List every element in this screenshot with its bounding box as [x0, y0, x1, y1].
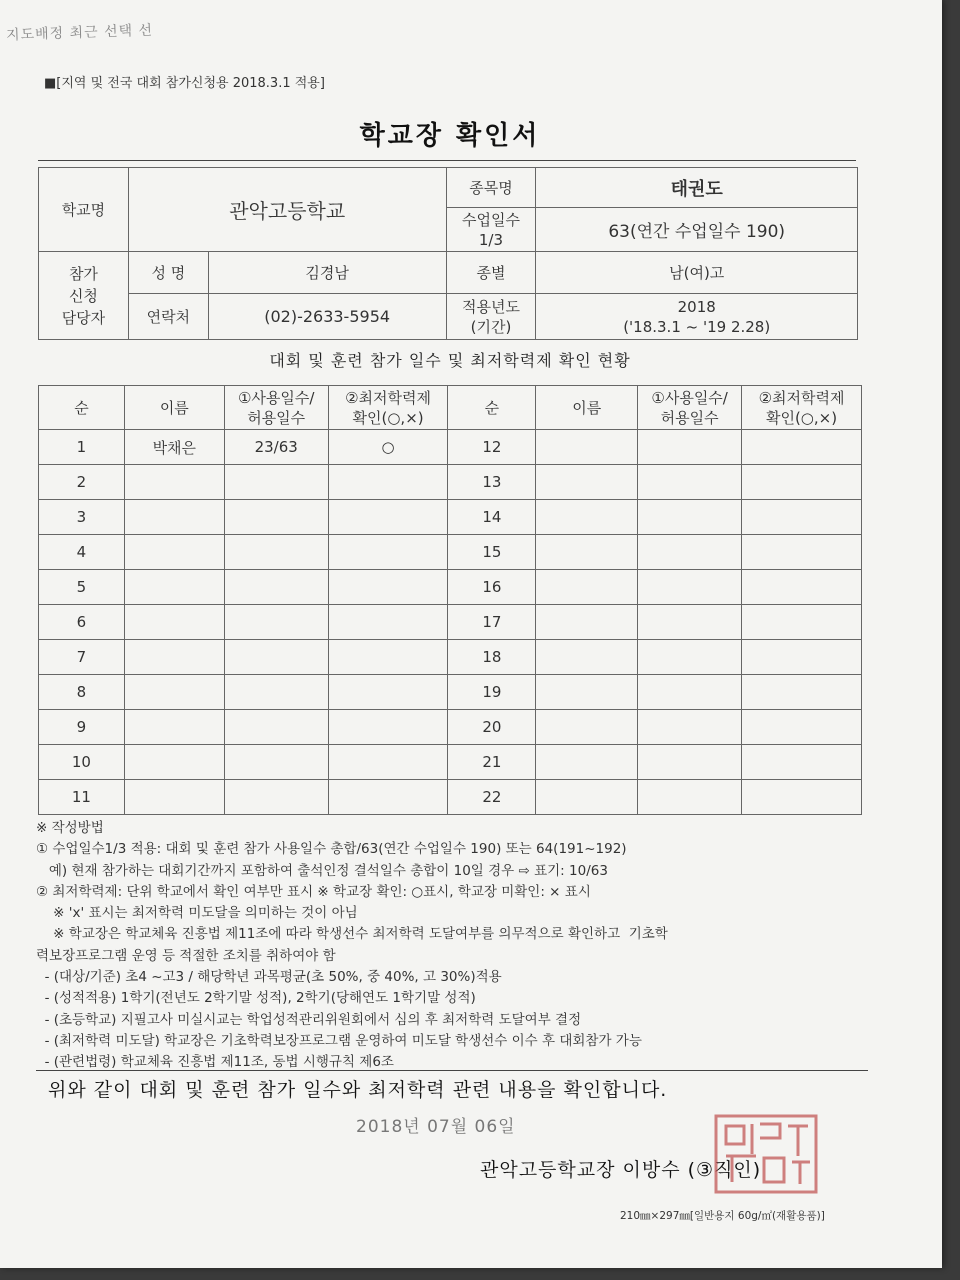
row-name [536, 675, 638, 710]
applicant-label-line1: 참가 [68, 264, 98, 283]
row-min-check [328, 570, 448, 605]
row-no: 7 [39, 640, 125, 675]
row-days [638, 570, 742, 605]
row-min-check [742, 570, 862, 605]
col-days-left-line1: ①사용일수/ [237, 388, 315, 407]
confirm-divider [36, 1070, 868, 1071]
row-no: 20 [448, 710, 536, 745]
col-no-left: 순 [39, 386, 125, 430]
row-days [638, 780, 742, 815]
class-days-label-line2: 1/3 [478, 230, 504, 249]
row-days [638, 535, 742, 570]
official-seal-icon [712, 1112, 820, 1196]
col-min-left [328, 386, 448, 430]
instruction-line: - (성적적용) 1학기(전년도 2학기말 성적), 2학기(당해연도 1학기말 성적) [36, 990, 476, 1007]
form-note: ■[지역 및 전국 대회 참가신청용 2018.3.1 적용] [44, 76, 325, 91]
type-label: 종별 [446, 252, 536, 294]
row-no: 18 [448, 640, 536, 675]
row-days [638, 745, 742, 780]
col-min-left-line1: ②최저학력제 [345, 388, 431, 407]
row-min-check [742, 640, 862, 675]
class-days-value: 63(연간 수업일수 190) [536, 208, 858, 252]
row-name [124, 710, 224, 745]
row-min-check [742, 780, 862, 815]
row-no: 16 [448, 570, 536, 605]
row-min-check [328, 780, 448, 815]
row-days [224, 465, 328, 500]
row-name [124, 780, 224, 815]
row-min-check [742, 535, 862, 570]
paper-spec: 210㎜×297㎜[일반용지 60g/㎡(재활용품)] [620, 1210, 825, 1222]
table-row [39, 605, 862, 640]
row-no: 5 [39, 570, 125, 605]
col-no-right: 순 [448, 386, 536, 430]
instruction-line: ② 최저학력제: 단위 학교에서 확인 여부만 표시 ※ 학교장 확인: ○표시, 학교장 미확인: × 표시 [36, 883, 591, 900]
instruction-line: - (초등학교) 지필고사 미실시교는 학업성적관리위원회에서 심의 후 최저학력 도달여부 결정 [36, 1011, 582, 1028]
row-name [124, 535, 224, 570]
table-row [39, 640, 862, 675]
row-name [124, 675, 224, 710]
row-name [536, 780, 638, 815]
col-min-left-line2: 확인(○,×) [352, 408, 424, 427]
row-min-check [742, 430, 862, 465]
row-days [224, 570, 328, 605]
row-min-check [328, 710, 448, 745]
col-days-right-line2: 허용일수 [660, 408, 719, 427]
instruction-line: - (관련법령) 학교체육 진흥법 제11조, 동법 시행규칙 제6조 [36, 1054, 394, 1071]
contact-value: (02)-2633-5954 [208, 294, 446, 340]
row-days [224, 745, 328, 780]
row-min-check [742, 710, 862, 745]
row-name [536, 605, 638, 640]
row-days [224, 780, 328, 815]
year-label-line2: (기간) [470, 317, 512, 336]
col-days-left [224, 386, 328, 430]
row-min-check [742, 745, 862, 780]
section-title: 대회 및 훈련 참가 일수 및 최저학력제 확인 현황 [269, 351, 631, 370]
row-min-check [742, 465, 862, 500]
row-name [536, 430, 638, 465]
row-no: 6 [39, 605, 125, 640]
instruction-line: ① 수업일수1/3 적용: 대회 및 훈련 참가 사용일수 총합/63(연간 수업일수 190) 또는 64(191~192) [36, 841, 627, 858]
class-days-label-line1: 수업일수 [461, 210, 520, 229]
header-table [38, 167, 858, 340]
row-min-check: ○ [328, 430, 448, 465]
document-title: 학교장 확인서 [359, 121, 541, 151]
row-days [638, 500, 742, 535]
instruction-line: ※ 학교장은 학교체육 진흥법 제11조에 따라 학생선수 최저학력 도달여부를 의무적으로 확인하고 기초학 [36, 926, 668, 943]
name-label: 성 명 [128, 252, 208, 294]
name-value: 김경남 [208, 252, 446, 294]
table-row [39, 780, 862, 815]
row-min-check [742, 605, 862, 640]
row-days [224, 710, 328, 745]
year-value [536, 294, 858, 340]
row-no: 14 [448, 500, 536, 535]
event-label: 종목명 [446, 168, 536, 208]
row-no: 1 [39, 430, 125, 465]
row-min-check [328, 535, 448, 570]
instruction-line: - (대상/기준) 초4 ~고3 / 해당학년 과목평균(초 50%, 중 40%, 고 30%)적용 [36, 969, 502, 986]
handwritten-note: 지도배정 최근 선택 선 [5, 22, 154, 44]
row-no: 13 [448, 465, 536, 500]
row-days [224, 500, 328, 535]
row-no: 19 [448, 675, 536, 710]
row-days [638, 430, 742, 465]
row-min-check [328, 500, 448, 535]
row-days [224, 535, 328, 570]
row-no: 11 [39, 780, 125, 815]
table-row [39, 465, 862, 500]
col-days-left-line2: 허용일수 [247, 408, 306, 427]
row-name [124, 745, 224, 780]
row-no: 15 [448, 535, 536, 570]
table-row [39, 430, 862, 465]
table-row [39, 675, 862, 710]
row-name [124, 570, 224, 605]
table-row [39, 745, 862, 780]
col-min-right [742, 386, 862, 430]
row-no: 8 [39, 675, 125, 710]
row-days [224, 640, 328, 675]
row-days: 23/63 [224, 430, 328, 465]
row-no: 12 [448, 430, 536, 465]
col-min-right-line1: ②최저학력제 [758, 388, 845, 407]
principal-signature-line: 관악고등학교장 이방수 (③직인) [480, 1159, 762, 1181]
table-row [39, 500, 862, 535]
instruction-line: - (최저학력 미도달) 학교장은 기초학력보장프로그램 운영하여 미도달 학생선수 이수 후 대회참가 가능 [36, 1032, 642, 1049]
table-row [39, 535, 862, 570]
row-min-check [328, 745, 448, 780]
row-no: 3 [39, 500, 125, 535]
class-days-label [446, 208, 536, 252]
row-name [536, 745, 638, 780]
row-no: 22 [448, 780, 536, 815]
col-name-right: 이름 [536, 386, 638, 430]
row-days [638, 710, 742, 745]
col-min-right-line2: 확인(○,×) [765, 408, 838, 427]
row-days [638, 675, 742, 710]
table-row [39, 710, 862, 745]
row-name [536, 465, 638, 500]
row-name [536, 710, 638, 745]
year-value-line1: 2018 [677, 297, 716, 316]
row-min-check [742, 500, 862, 535]
title-divider [38, 160, 856, 161]
row-name [536, 640, 638, 675]
instruction-line: ※ 작성방법 [36, 820, 104, 836]
instruction-line: ※ 'x' 표시는 최저학력 미도달을 의미하는 것이 아님 [36, 905, 358, 922]
instructions [36, 818, 876, 1074]
instruction-line: 예) 현재 참가하는 대회기간까지 포함하여 출석인정 결석일수 총합이 10일 경우 ⇨ 표기: 10/63 [36, 862, 608, 879]
row-min-check [328, 640, 448, 675]
row-days [224, 605, 328, 640]
contact-label: 연락처 [128, 294, 208, 340]
issue-date: 2018년 07월 06일 [356, 1117, 516, 1137]
row-days [224, 675, 328, 710]
row-no: 2 [39, 465, 125, 500]
row-min-check [742, 675, 862, 710]
row-no: 21 [448, 745, 536, 780]
event-value: 태권도 [536, 168, 858, 208]
row-min-check [328, 465, 448, 500]
applicant-label-line2: 신청 [68, 286, 98, 305]
row-name [124, 605, 224, 640]
applicant-label-line3: 담당자 [61, 308, 106, 327]
participants-body [39, 430, 862, 815]
year-label-line1: 적용년도 [461, 297, 520, 316]
row-no: 17 [448, 605, 536, 640]
row-name [124, 465, 224, 500]
row-min-check [328, 675, 448, 710]
col-name-left: 이름 [124, 386, 224, 430]
school-label: 학교명 [39, 168, 129, 252]
row-days [638, 605, 742, 640]
table-row [39, 570, 862, 605]
confirmation-statement: 위와 같이 대회 및 훈련 참가 일수와 최저학력 관련 내용을 확인합니다. [48, 1079, 668, 1101]
col-days-right [638, 386, 742, 430]
school-name: 관악고등학교 [128, 168, 446, 252]
type-value: 남(여)고 [536, 252, 858, 294]
row-no: 10 [39, 745, 125, 780]
row-name [124, 640, 224, 675]
instruction-line: 력보장프로그램 운영 등 적절한 조치를 취하여야 함 [36, 947, 336, 964]
row-days [638, 640, 742, 675]
row-name [536, 500, 638, 535]
row-min-check [328, 605, 448, 640]
row-name [536, 535, 638, 570]
col-days-right-line1: ①사용일수/ [651, 388, 728, 407]
year-value-line2: ('18.3.1 ~ '19 2.28) [623, 317, 771, 336]
participants-table [38, 385, 862, 815]
row-days [638, 465, 742, 500]
row-name [536, 570, 638, 605]
row-name: 박채은 [124, 430, 224, 465]
year-label [446, 294, 536, 340]
applicant-label [39, 252, 129, 340]
row-no: 4 [39, 535, 125, 570]
row-no: 9 [39, 710, 125, 745]
row-name [124, 500, 224, 535]
